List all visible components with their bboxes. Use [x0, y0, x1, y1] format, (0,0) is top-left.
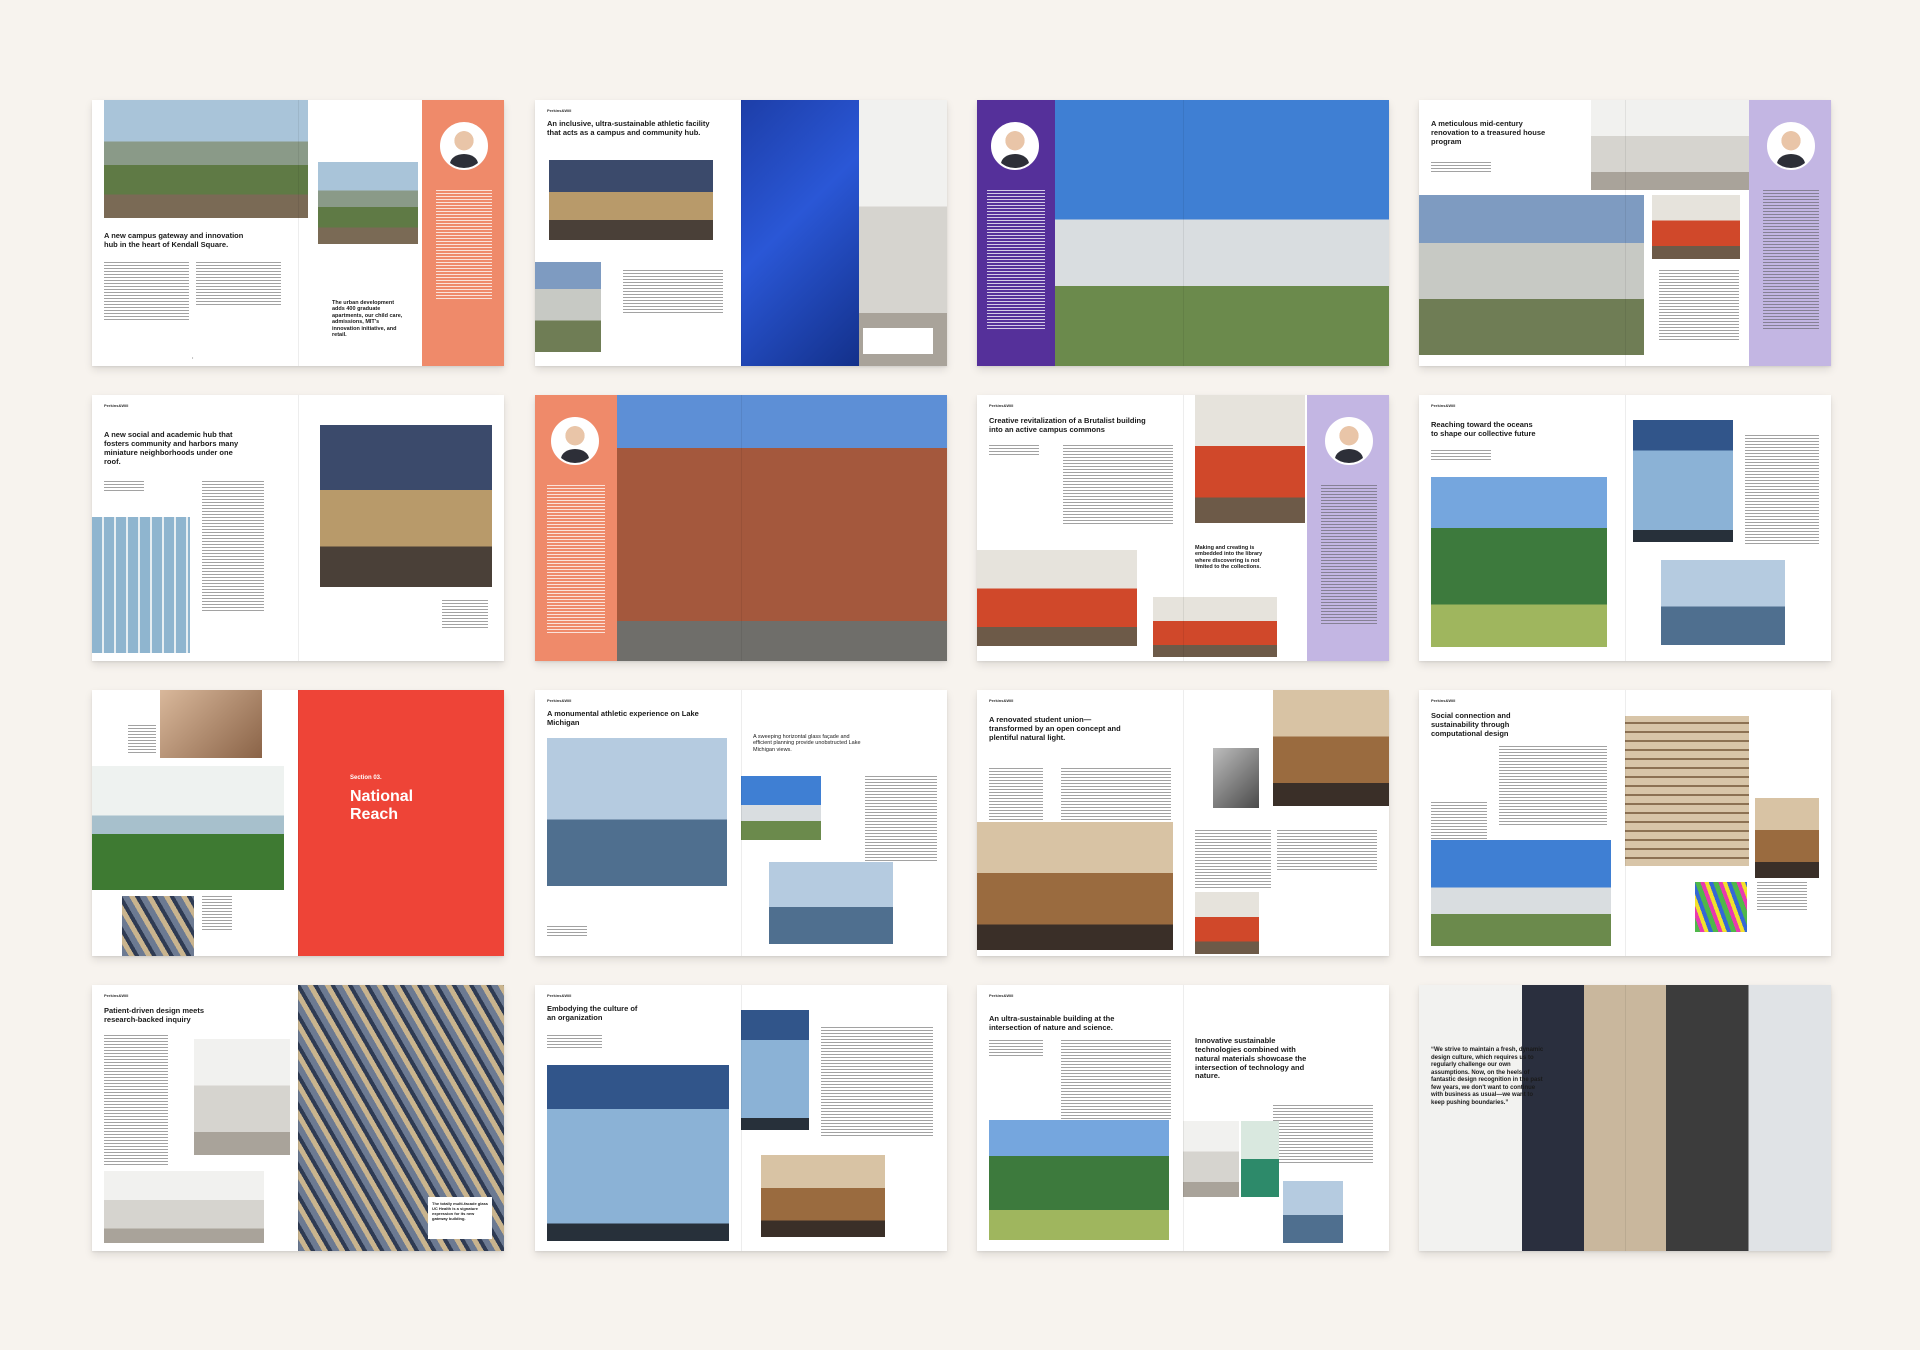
photo-blue-mural [741, 100, 859, 366]
photo-hand-wall [160, 690, 262, 758]
pull-quote: A sweeping horizontal glass façade and efficient planning provide unobstructed Lake Michigan views. [753, 734, 861, 753]
body-text [821, 1027, 933, 1137]
spread-student-union [977, 690, 1389, 956]
body-text [104, 262, 189, 322]
photo-team-meeting [1419, 985, 1831, 1251]
body-text [1195, 830, 1271, 890]
photo-building-dusk [1055, 100, 1389, 366]
photo-glass-arches [547, 738, 727, 886]
body-text [1061, 768, 1171, 828]
spread-campus-center [977, 100, 1389, 366]
brand-tag: Perkins&Will [104, 993, 129, 998]
pull-quote: The urban development adds 400 graduate apartments, our child care, admissions, MIT's innovation initiative, and retail. [332, 300, 403, 339]
body-text [1745, 435, 1819, 545]
spread-headline: A monumental athletic experience on Lake Michigan [547, 709, 699, 727]
photo-building-aerial [741, 776, 821, 840]
caption-box [428, 1197, 492, 1239]
page-number: • [192, 356, 194, 360]
spread-lake-michigan [535, 690, 947, 956]
pull-quote: Innovative sustainable technologies combined with natural materials showcase the intersection of technology and nature. [1195, 1036, 1307, 1081]
brand-tag: Perkins&Will [989, 698, 1014, 703]
brand-tag: Perkins&Will [1431, 403, 1456, 408]
accent-sidebar [1749, 100, 1831, 366]
spread-computational-design [1419, 690, 1831, 956]
body-text [1273, 1105, 1373, 1165]
body-text [104, 1035, 168, 1165]
sidebar-text [987, 190, 1045, 330]
spread-mid-century-renovation [1419, 100, 1831, 366]
body-text [1659, 270, 1739, 340]
photo-lounge [1652, 195, 1740, 259]
pull-quote: Making and creating is embedded into the library where discovering is not limited to the collections. [1195, 545, 1263, 571]
photo-atrium [92, 517, 190, 653]
sidebar-text [1763, 190, 1819, 330]
photo-courtyard [1419, 195, 1644, 355]
body-text [989, 445, 1039, 455]
photo-atrium-stairs [1273, 690, 1389, 806]
spread-headline: Creative revitalization of a Brutalist building into an active campus commons [989, 416, 1146, 434]
spread-nature-science [977, 985, 1389, 1251]
photo-colored-pattern [1695, 882, 1747, 932]
caption-text [442, 600, 488, 630]
brand-tag: Perkins&Will [989, 403, 1014, 408]
body-text [1063, 445, 1173, 525]
spread-brutalist-commons [977, 395, 1389, 661]
spread-headline: Patient-driven design meets research-backed inquiry [104, 1006, 205, 1024]
photo-interior-detail [1755, 798, 1819, 878]
spread-headline: A meticulous mid-century renovation to a treasured house program [1431, 119, 1546, 146]
photo-lab [1183, 1121, 1239, 1197]
pull-quote: “We strive to maintain a fresh, dynamic design culture, which requires us to regularly challenge our own assumptions. Now, on the heels of fantastic design recognition in the past few years, we don't want to continue with business as usual—we want to keep pushing boundaries.” [1431, 1047, 1544, 1106]
spread-headline: Reaching toward the oceans to shape our collective future [1431, 420, 1536, 438]
spread-headline: A renovated student union—transformed by an open concept and plentiful natural light. [989, 715, 1121, 742]
spread-social-academic-hub [92, 395, 504, 661]
body-text [989, 1040, 1043, 1058]
brand-tag: Perkins&Will [989, 993, 1014, 998]
photo-building-sunset [989, 1120, 1169, 1240]
accent-sidebar [535, 395, 617, 661]
photo-glass-tower [547, 1065, 729, 1241]
photo-campus-building [1431, 840, 1611, 946]
photo-wood-stairs [1625, 716, 1749, 866]
body-text [202, 481, 264, 611]
brand-tag: Perkins&Will [1431, 698, 1456, 703]
caption-text [128, 725, 156, 753]
photo-cantilever [1283, 1181, 1343, 1243]
spread-oceans [1419, 395, 1831, 661]
body-text [865, 776, 937, 862]
photo-indoor-field [92, 766, 284, 890]
portrait-avatar [1767, 122, 1815, 170]
photo-building-street [104, 1171, 264, 1243]
section-label: Section 03. [350, 775, 382, 781]
photo-atrium-stairs [741, 1010, 809, 1130]
spread-organization-culture [535, 985, 947, 1251]
spread-headline: Embodying the culture of an organization [547, 1004, 638, 1022]
sidebar-text [436, 190, 492, 300]
body-text [1431, 162, 1491, 172]
photo-forest-building [1431, 477, 1607, 647]
accent-sidebar [422, 100, 504, 366]
body-text [547, 1035, 602, 1049]
spread-headline: An ultra-sustainable building at the intersection of nature and science. [989, 1014, 1115, 1032]
photo-green-lab [1241, 1121, 1279, 1197]
photo-hub-exterior [320, 425, 492, 587]
photo-facade-fins [122, 896, 194, 956]
spread-brick-building [535, 395, 947, 661]
spread-headline: A new social and academic hub that fosters community and harbors many miniature neighborhoods under one roof. [104, 430, 239, 466]
photo-climbing [535, 262, 601, 352]
spread-national-reach [92, 690, 504, 956]
body-text [1431, 802, 1487, 842]
photo-union-exterior [977, 822, 1173, 950]
photo-campus-plaza [104, 100, 308, 218]
photo-archival [1213, 748, 1259, 808]
section-divider [298, 690, 504, 956]
accent-sidebar [1307, 395, 1389, 661]
photo-corridor [1661, 560, 1785, 645]
body-text [989, 768, 1043, 820]
caption-text [1757, 882, 1807, 910]
spread-design-culture-quote [1419, 985, 1831, 1251]
body-text [1499, 746, 1607, 826]
brand-tag: Perkins&Will [547, 993, 572, 998]
photo-workstations [1153, 597, 1277, 657]
brand-tag: Perkins&Will [547, 698, 572, 703]
photo-dining-hall [1591, 100, 1751, 190]
caption-text [202, 896, 232, 932]
photo-caption: The totally multi-facade glass UC Health is a signature expression for its new gateway building. [432, 1201, 489, 1221]
photo-library-interior [977, 550, 1137, 646]
body-text [104, 481, 144, 493]
photo-night-aerial [769, 862, 893, 944]
brand-tag: Perkins&Will [104, 403, 129, 408]
portrait-avatar [1325, 417, 1373, 465]
sidebar-text [547, 485, 605, 635]
spread-headline: An inclusive, ultra-sustainable athletic facility that acts as a campus and community hub. [547, 119, 710, 137]
spread-athletic-facility [535, 100, 947, 366]
accent-sidebar [977, 100, 1055, 366]
section-title: National Reach [350, 788, 414, 823]
spread-headline: Social connection and sustainability through computational design [1431, 711, 1511, 738]
body-text [1061, 1040, 1171, 1120]
portrait-avatar [551, 417, 599, 465]
photo-interior-atrium [761, 1155, 885, 1237]
photo-facade [1633, 420, 1733, 542]
portrait-avatar [440, 122, 488, 170]
photo-streetscape [318, 162, 418, 244]
caption-text [547, 926, 587, 936]
photo-facility-exterior [549, 160, 713, 240]
brand-tag: Perkins&Will [547, 108, 572, 113]
photo-brick-building [617, 395, 947, 661]
photo-white-facade [194, 1039, 290, 1155]
sidebar-text [1321, 485, 1377, 625]
body-text [1431, 450, 1491, 460]
spread-patient-driven [92, 985, 504, 1251]
body-text [1277, 830, 1377, 870]
photo-reading-room [1195, 395, 1305, 523]
spread-kendall-square [92, 100, 504, 366]
photo-lobby [859, 100, 947, 366]
body-text [623, 270, 723, 315]
photo-red-wall [1195, 892, 1259, 954]
spread-headline: A new campus gateway and innovation hub in the heart of Kendall Square. [104, 231, 244, 249]
portrait-avatar [991, 122, 1039, 170]
caption-box [863, 328, 933, 354]
mural-panel [741, 100, 947, 366]
body-text [196, 262, 281, 307]
